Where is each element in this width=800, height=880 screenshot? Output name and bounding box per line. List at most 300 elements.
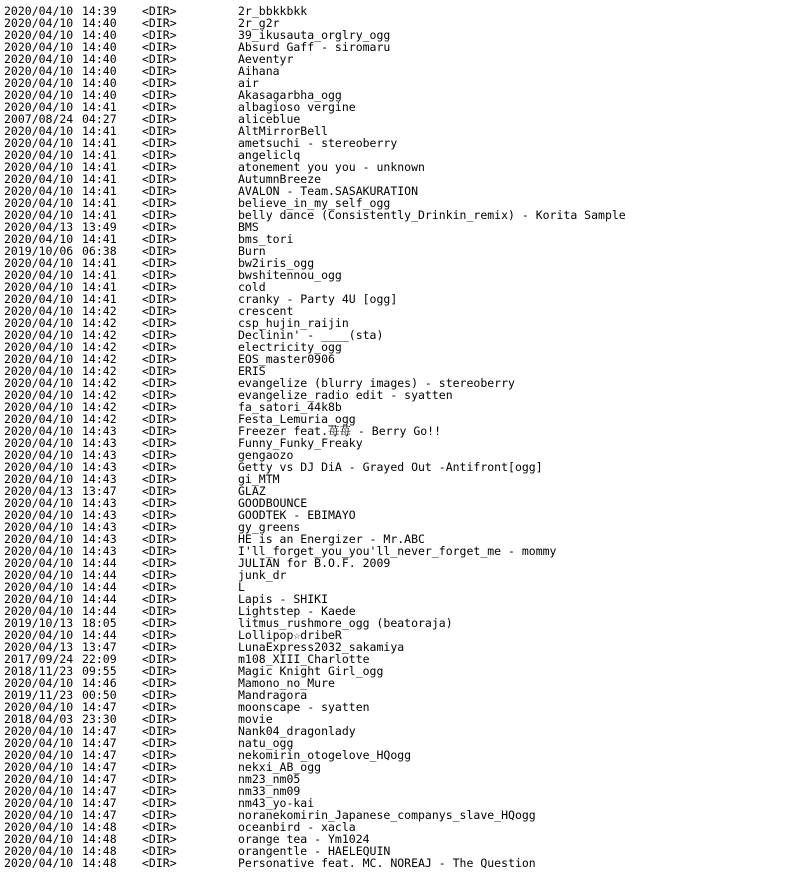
entry-date: 2020/04/10 — [4, 76, 74, 90]
entry-type: <DIR> — [142, 700, 177, 714]
entry-time: 14:44 — [82, 628, 117, 642]
entry-time: 14:47 — [82, 772, 117, 786]
entry-name: oceanbird - xacla — [238, 820, 356, 834]
entry-time: 14:42 — [82, 304, 117, 318]
entry-date: 2020/04/10 — [4, 832, 74, 846]
entry-name: Getty vs DJ DiA - Grayed Out -Antifront[ogg] — [238, 460, 543, 474]
entry-time: 13:49 — [82, 220, 117, 234]
entry-date: 2020/04/10 — [4, 376, 74, 390]
entry-date: 2020/04/10 — [4, 52, 74, 66]
entry-type: <DIR> — [142, 160, 177, 174]
entry-time: 14:46 — [82, 676, 117, 690]
entry-date: 2020/04/10 — [4, 496, 74, 510]
directory-entry-row — [4, 665, 796, 677]
entry-type: <DIR> — [142, 28, 177, 42]
entry-time: 14:41 — [82, 292, 117, 306]
entry-time: 14:48 — [82, 832, 117, 846]
entry-time: 14:41 — [82, 172, 117, 186]
entry-type: <DIR> — [142, 364, 177, 378]
entry-type: <DIR> — [142, 748, 177, 762]
entry-name: orange tea - Ym1024 — [238, 832, 370, 846]
directory-entry-row — [4, 677, 796, 689]
entry-name: JULIAN for B.O.F. 2009 — [238, 556, 391, 570]
directory-entry-row — [4, 245, 796, 257]
entry-type: <DIR> — [142, 64, 177, 78]
entry-type: <DIR> — [142, 784, 177, 798]
entry-type: <DIR> — [142, 124, 177, 138]
entry-type: <DIR> — [142, 340, 177, 354]
entry-date: 2020/04/10 — [4, 676, 74, 690]
entry-type: <DIR> — [142, 772, 177, 786]
entry-name: junk_dr — [238, 568, 287, 582]
entry-name: Lightstep - Kaede — [238, 604, 356, 618]
entry-type: <DIR> — [142, 724, 177, 738]
entry-type: <DIR> — [142, 616, 177, 630]
entry-date: 2020/04/10 — [4, 844, 74, 858]
entry-type: <DIR> — [142, 136, 177, 150]
entry-type: <DIR> — [142, 220, 177, 234]
entry-date: 2007/08/24 — [4, 112, 74, 126]
entry-type: <DIR> — [142, 520, 177, 534]
directory-entry-row — [4, 209, 796, 221]
entry-time: 14:41 — [82, 184, 117, 198]
entry-time: 14:44 — [82, 592, 117, 606]
entry-time: 14:42 — [82, 352, 117, 366]
entry-type: <DIR> — [142, 4, 177, 18]
entry-time: 14:42 — [82, 316, 117, 330]
entry-time: 14:42 — [82, 412, 117, 426]
entry-time: 14:41 — [82, 280, 117, 294]
entry-date: 2020/04/10 — [4, 520, 74, 534]
entry-type: <DIR> — [142, 484, 177, 498]
entry-date: 2020/04/10 — [4, 460, 74, 474]
entry-name: AltMirrorBell — [238, 124, 329, 138]
entry-time: 14:41 — [82, 124, 117, 138]
entry-name: Personative feat. MC. NOREAJ - The Question — [238, 856, 536, 870]
entry-type: <DIR> — [142, 832, 177, 846]
entry-date: 2020/04/10 — [4, 604, 74, 618]
entry-type: <DIR> — [142, 388, 177, 402]
entry-time: 04:27 — [82, 112, 117, 126]
entry-name: bw2iris_ogg — [238, 256, 315, 270]
entry-date: 2020/04/10 — [4, 856, 74, 870]
directory-entry-row — [4, 701, 796, 713]
directory-entry-row — [4, 161, 796, 173]
entry-date: 2019/11/23 — [4, 688, 74, 702]
entry-date: 2020/04/10 — [4, 316, 74, 330]
directory-entry-row — [4, 497, 796, 509]
entry-date: 2020/04/10 — [4, 388, 74, 402]
entry-type: <DIR> — [142, 856, 177, 870]
entry-time: 14:41 — [82, 232, 117, 246]
entry-time: 14:41 — [82, 268, 117, 282]
directory-entry-row — [4, 557, 796, 569]
entry-date: 2020/04/10 — [4, 556, 74, 570]
entry-type: <DIR> — [142, 580, 177, 594]
entry-time: 23:30 — [82, 712, 117, 726]
entry-type: <DIR> — [142, 268, 177, 282]
entry-name: Akasagarbha_ogg — [238, 88, 342, 102]
entry-time: 14:43 — [82, 424, 117, 438]
entry-name: gy_greens — [238, 520, 301, 534]
directory-entry-row — [4, 401, 796, 413]
entry-type: <DIR> — [142, 796, 177, 810]
entry-type: <DIR> — [142, 316, 177, 330]
entry-type: <DIR> — [142, 460, 177, 474]
entry-time: 14:47 — [82, 808, 117, 822]
directory-entry-row — [4, 281, 796, 293]
directory-entry-row — [4, 641, 796, 653]
directory-entry-row — [4, 485, 796, 497]
entry-date: 2020/04/10 — [4, 88, 74, 102]
entry-date: 2020/04/10 — [4, 352, 74, 366]
entry-time: 14:47 — [82, 748, 117, 762]
directory-entry-row — [4, 89, 796, 101]
entry-time: 14:48 — [82, 820, 117, 834]
entry-time: 00:50 — [82, 688, 117, 702]
entry-date: 2020/04/10 — [4, 232, 74, 246]
entry-type: <DIR> — [142, 844, 177, 858]
directory-entry-row — [4, 461, 796, 473]
entry-time: 14:41 — [82, 256, 117, 270]
directory-entry-row — [4, 581, 796, 593]
directory-entry-row — [4, 77, 796, 89]
entry-type: <DIR> — [142, 808, 177, 822]
entry-time: 14:43 — [82, 496, 117, 510]
entry-time: 13:47 — [82, 640, 117, 654]
entry-type: <DIR> — [142, 148, 177, 162]
directory-entry-row — [4, 137, 796, 149]
entry-type: <DIR> — [142, 448, 177, 462]
entry-name: GLAZ — [238, 484, 266, 498]
entry-type: <DIR> — [142, 184, 177, 198]
entry-type: <DIR> — [142, 52, 177, 66]
entry-date: 2020/04/10 — [4, 532, 74, 546]
entry-time: 14:41 — [82, 100, 117, 114]
directory-entry-row — [4, 785, 796, 797]
entry-name: L — [238, 580, 245, 594]
entry-name: movie — [238, 712, 273, 726]
entry-time: 14:47 — [82, 796, 117, 810]
entry-time: 22:09 — [82, 652, 117, 666]
entry-time: 14:40 — [82, 64, 117, 78]
entry-name: EOS_master0906 — [238, 352, 335, 366]
entry-date: 2020/04/10 — [4, 184, 74, 198]
entry-time: 14:47 — [82, 736, 117, 750]
entry-time: 14:42 — [82, 364, 117, 378]
entry-type: <DIR> — [142, 172, 177, 186]
entry-date: 2020/04/10 — [4, 592, 74, 606]
entry-name: bms_tori — [238, 232, 294, 246]
entry-type: <DIR> — [142, 292, 177, 306]
directory-entry-row — [4, 341, 796, 353]
directory-entry-row — [4, 773, 796, 785]
entry-time: 14:40 — [82, 28, 117, 42]
entry-time: 14:40 — [82, 52, 117, 66]
directory-entry-row — [4, 257, 796, 269]
entry-date: 2020/04/10 — [4, 760, 74, 774]
entry-time: 14:47 — [82, 760, 117, 774]
entry-date: 2020/04/13 — [4, 220, 74, 234]
entry-type: <DIR> — [142, 436, 177, 450]
entry-type: <DIR> — [142, 712, 177, 726]
entry-type: <DIR> — [142, 652, 177, 666]
entry-date: 2020/04/10 — [4, 340, 74, 354]
entry-name: nm33_nm09 — [238, 784, 301, 798]
entry-type: <DIR> — [142, 196, 177, 210]
entry-name: gengaozo — [238, 448, 294, 462]
entry-time: 14:42 — [82, 388, 117, 402]
entry-time: 14:44 — [82, 604, 117, 618]
entry-type: <DIR> — [142, 472, 177, 486]
entry-date: 2020/04/10 — [4, 724, 74, 738]
directory-entry-row — [4, 233, 796, 245]
entry-name: Freezer feat.苺苺 - Berry Go!! — [238, 424, 442, 438]
entry-time: 14:41 — [82, 148, 117, 162]
entry-type: <DIR> — [142, 256, 177, 270]
directory-entry-row — [4, 809, 796, 821]
entry-type: <DIR> — [142, 400, 177, 414]
entry-time: 14:40 — [82, 40, 117, 54]
directory-entry-row — [4, 389, 796, 401]
entry-name: albagioso vergine — [238, 100, 356, 114]
directory-entry-row — [4, 725, 796, 737]
directory-entry-row — [4, 545, 796, 557]
entry-time: 14:42 — [82, 376, 117, 390]
entry-time: 14:42 — [82, 328, 117, 342]
entry-date: 2020/04/10 — [4, 808, 74, 822]
entry-time: 14:43 — [82, 508, 117, 522]
directory-entry-row — [4, 509, 796, 521]
directory-entry-row — [4, 713, 796, 725]
directory-entry-row — [4, 437, 796, 449]
entry-date: 2020/04/10 — [4, 160, 74, 174]
entry-date: 2018/11/23 — [4, 664, 74, 678]
entry-time: 14:40 — [82, 16, 117, 30]
directory-entry-row — [4, 5, 796, 17]
entry-type: <DIR> — [142, 244, 177, 258]
entry-time: 14:47 — [82, 700, 117, 714]
entry-time: 14:41 — [82, 160, 117, 174]
entry-type: <DIR> — [142, 76, 177, 90]
entry-type: <DIR> — [142, 556, 177, 570]
directory-entry-row — [4, 689, 796, 701]
entry-date: 2020/04/10 — [4, 436, 74, 450]
entry-name: cold — [238, 280, 266, 294]
entry-type: <DIR> — [142, 100, 177, 114]
entry-name: noranekomirin_Japanese_companys_slave_HQogg — [238, 808, 536, 822]
entry-name: natu_ogg — [238, 736, 294, 750]
entry-date: 2020/04/10 — [4, 364, 74, 378]
directory-entry-row — [4, 569, 796, 581]
entry-name: Aeventyr — [238, 52, 294, 66]
entry-type: <DIR> — [142, 604, 177, 618]
entry-time: 14:40 — [82, 88, 117, 102]
entry-name: fa_satori_44k8b — [238, 400, 342, 414]
entry-name: moonscape - syatten — [238, 700, 370, 714]
entry-name: evangelize (blurry images) - stereoberry — [238, 376, 515, 390]
entry-time: 14:47 — [82, 784, 117, 798]
entry-date: 2020/04/10 — [4, 796, 74, 810]
entry-time: 14:43 — [82, 436, 117, 450]
entry-time: 06:38 — [82, 244, 117, 258]
entry-time: 14:48 — [82, 856, 117, 870]
entry-name: Festa_Lemuria_ogg — [238, 412, 356, 426]
entry-type: <DIR> — [142, 736, 177, 750]
entry-date: 2020/04/10 — [4, 124, 74, 138]
directory-listing — [4, 5, 796, 869]
entry-name: litmus_rushmore_ogg (beatoraja) — [238, 616, 453, 630]
entry-name: gi_MTM — [238, 472, 280, 486]
entry-name: m108_XIII_Charlotte — [238, 652, 370, 666]
entry-name: GOODBOUNCE — [238, 496, 308, 510]
directory-entry-row — [4, 857, 796, 869]
entry-time: 14:39 — [82, 4, 117, 18]
entry-time: 14:41 — [82, 196, 117, 210]
entry-type: <DIR> — [142, 352, 177, 366]
entry-date: 2018/04/03 — [4, 712, 74, 726]
directory-entry-row — [4, 113, 796, 125]
directory-entry-row — [4, 425, 796, 437]
directory-entry-row — [4, 473, 796, 485]
entry-date: 2020/04/10 — [4, 148, 74, 162]
entry-date: 2020/04/10 — [4, 412, 74, 426]
entry-date: 2020/04/10 — [4, 100, 74, 114]
entry-time: 13:47 — [82, 484, 117, 498]
entry-type: <DIR> — [142, 376, 177, 390]
entry-time: 14:43 — [82, 520, 117, 534]
entry-date: 2020/04/10 — [4, 28, 74, 42]
entry-type: <DIR> — [142, 568, 177, 582]
entry-date: 2020/04/13 — [4, 640, 74, 654]
entry-name: belly dance (Consistently_Drinkin_remix) - Korita Sample — [238, 208, 626, 222]
entry-name: orangentle - HAELEQUIN — [238, 844, 391, 858]
entry-type: <DIR> — [142, 688, 177, 702]
entry-name: 2r_g2r — [238, 16, 280, 30]
entry-date: 2020/04/10 — [4, 448, 74, 462]
entry-date: 2020/04/10 — [4, 628, 74, 642]
entry-name: cranky - Party 4U [ogg] — [238, 292, 398, 306]
entry-date: 2020/04/10 — [4, 64, 74, 78]
entry-type: <DIR> — [142, 676, 177, 690]
entry-date: 2020/04/10 — [4, 196, 74, 210]
entry-name: AutumnBreeze — [238, 172, 322, 186]
entry-date: 2019/10/06 — [4, 244, 74, 258]
directory-entry-row — [4, 593, 796, 605]
entry-type: <DIR> — [142, 760, 177, 774]
entry-name: HE is an Energizer - Mr.ABC — [238, 532, 425, 546]
entry-type: <DIR> — [142, 496, 177, 510]
entry-type: <DIR> — [142, 304, 177, 318]
entry-date: 2020/04/10 — [4, 748, 74, 762]
entry-date: 2020/04/10 — [4, 136, 74, 150]
entry-type: <DIR> — [142, 820, 177, 834]
entry-time: 14:43 — [82, 448, 117, 462]
directory-entry-row — [4, 353, 796, 365]
directory-entry-row — [4, 125, 796, 137]
entry-time: 09:55 — [82, 664, 117, 678]
entry-name: ametsuchi - stereoberry — [238, 136, 398, 150]
entry-time: 14:44 — [82, 568, 117, 582]
directory-entry-row — [4, 53, 796, 65]
entry-time: 14:43 — [82, 472, 117, 486]
directory-entry-row — [4, 293, 796, 305]
entry-date: 2020/04/10 — [4, 256, 74, 270]
entry-name: bwshitennou_ogg — [238, 268, 342, 282]
entry-type: <DIR> — [142, 544, 177, 558]
entry-name: atonement you you - unknown — [238, 160, 425, 174]
entry-name: believe_in_my_self_ogg — [238, 196, 391, 210]
entry-name: I'll_forget_you_you'll_never_forget_me - mommy — [238, 544, 557, 558]
entry-time: 14:43 — [82, 544, 117, 558]
entry-date: 2020/04/10 — [4, 172, 74, 186]
entry-name: Mamono_no_Mure — [238, 676, 335, 690]
entry-time: 18:05 — [82, 616, 117, 630]
entry-date: 2020/04/13 — [4, 484, 74, 498]
entry-date: 2020/04/10 — [4, 40, 74, 54]
entry-name: Burn — [238, 244, 266, 258]
entry-name: Absurd Gaff - siromaru — [238, 40, 391, 54]
entry-date: 2020/04/10 — [4, 4, 74, 18]
entry-date: 2020/04/10 — [4, 472, 74, 486]
directory-entry-row — [4, 41, 796, 53]
entry-name: nm23_nm05 — [238, 772, 301, 786]
entry-name: air — [238, 76, 259, 90]
entry-time: 14:40 — [82, 76, 117, 90]
entry-date: 2020/04/10 — [4, 772, 74, 786]
entry-date: 2020/04/10 — [4, 700, 74, 714]
entry-name: nekxi_AB_ogg — [238, 760, 322, 774]
directory-entry-row — [4, 653, 796, 665]
directory-entry-row — [4, 29, 796, 41]
entry-name: angeliclq — [238, 148, 301, 162]
entry-name: evangelize_radio edit - syatten — [238, 388, 453, 402]
entry-time: 14:47 — [82, 724, 117, 738]
entry-type: <DIR> — [142, 592, 177, 606]
directory-entry-row — [4, 305, 796, 317]
entry-date: 2020/04/10 — [4, 544, 74, 558]
entry-time: 14:41 — [82, 208, 117, 222]
entry-date: 2020/04/10 — [4, 568, 74, 582]
entry-type: <DIR> — [142, 532, 177, 546]
entry-name: LunaExpress2032_sakamiya — [238, 640, 405, 654]
entry-name: GOODTEK - EBIMAYO — [238, 508, 356, 522]
entry-type: <DIR> — [142, 412, 177, 426]
entry-name: Lapis - SHIKI — [238, 592, 329, 606]
entry-time: 14:44 — [82, 556, 117, 570]
directory-entry-row — [4, 17, 796, 29]
entry-time: 14:44 — [82, 580, 117, 594]
entry-date: 2020/04/10 — [4, 784, 74, 798]
entry-date: 2019/10/13 — [4, 616, 74, 630]
entry-time: 14:43 — [82, 532, 117, 546]
entry-date: 2020/04/10 — [4, 400, 74, 414]
entry-name: Aihana — [238, 64, 280, 78]
entry-name: nm43_yo-kai — [238, 796, 315, 810]
entry-type: <DIR> — [142, 424, 177, 438]
entry-type: <DIR> — [142, 328, 177, 342]
entry-date: 2020/04/10 — [4, 292, 74, 306]
entry-date: 2020/04/10 — [4, 268, 74, 282]
entry-name: ERIS — [238, 364, 266, 378]
directory-entry-row — [4, 101, 796, 113]
entry-date: 2020/04/10 — [4, 424, 74, 438]
entry-time: 14:42 — [82, 340, 117, 354]
entry-type: <DIR> — [142, 664, 177, 678]
entry-name: Mandragora — [238, 688, 308, 702]
directory-entry-row — [4, 749, 796, 761]
entry-name: 39_ikusauta_orglry_ogg — [238, 28, 391, 42]
